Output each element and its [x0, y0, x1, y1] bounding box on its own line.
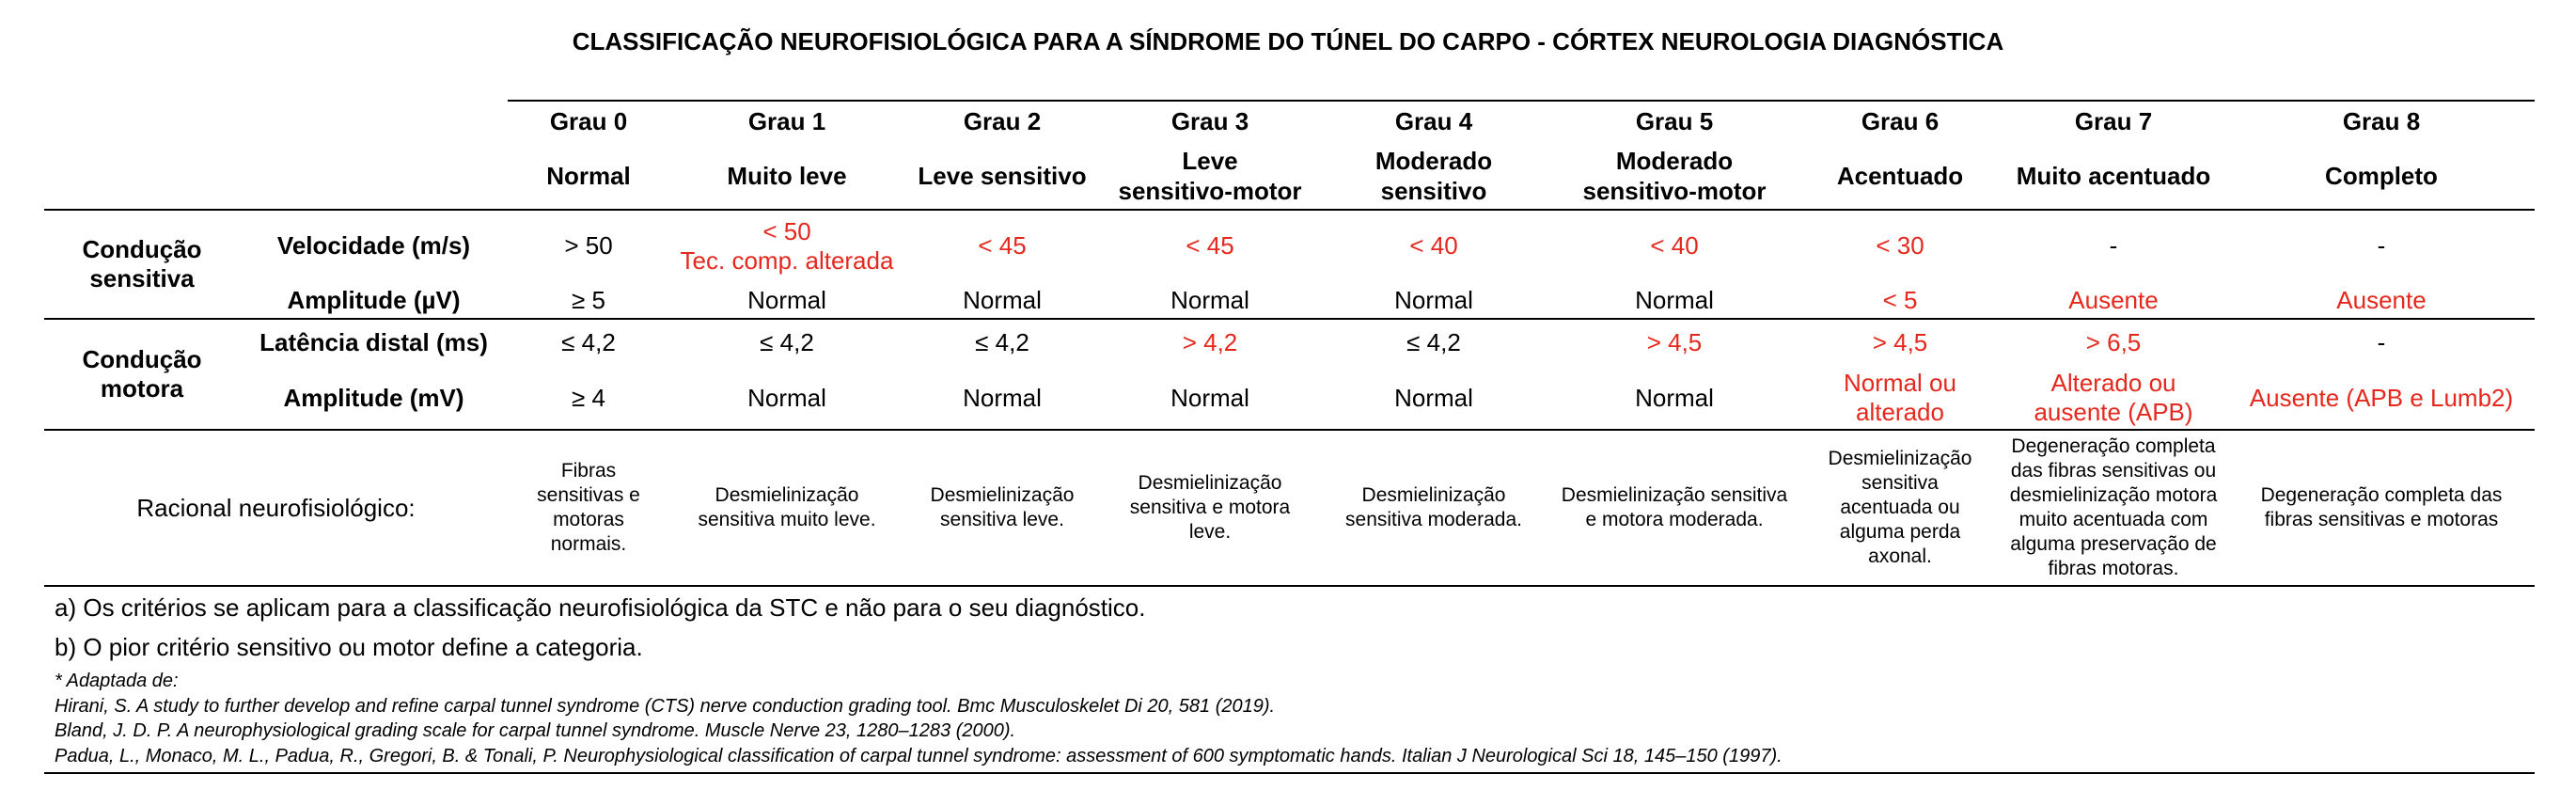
grade-name-2: Leve sensitivo	[918, 161, 1087, 190]
sensory-velocity-value: < 45	[1186, 231, 1234, 260]
notes	[55, 588, 1145, 667]
motor-amplitude-value: Normal	[1635, 383, 1714, 412]
sensory-amplitude-value: Ausente	[2068, 286, 2159, 314]
motor-latency-value: ≤ 4,2	[1406, 327, 1461, 356]
grade-name-5: Moderado sensitivo-motor	[1582, 146, 1767, 205]
grade-name-4: Moderado sensitivo	[1374, 146, 1493, 205]
sensory-amplitude-label: Amplitude (µV)	[287, 286, 461, 314]
rationale-text: Desmielinização sensitiva acentuada ou alguma perda axonal.	[1828, 448, 1972, 567]
rationale-text: Desmielinização sensitiva muito leve.	[698, 484, 876, 530]
sensory-velocity-value: -	[2377, 231, 2386, 260]
motor-amplitude-value: Normal	[1394, 383, 1473, 412]
grade-name-8: Completo	[2325, 161, 2438, 190]
grade-label-4: Grau 4	[1394, 106, 1473, 135]
rationale-text: Desmielinização sensitiva moderada.	[1345, 484, 1522, 530]
rationale-text: Degeneração completa das fibras sensitivas ou desmielinização motora muito acentuada com alguma preservação de fibras motoras.	[2009, 435, 2218, 579]
rationale-text: Fibras sensitivas e motoras normais.	[537, 460, 640, 555]
motor-amplitude-value: Normal	[963, 383, 1042, 412]
rationale-text: Desmielinização sensitiva e motora leve.	[1129, 472, 1291, 543]
motor-amplitude-value: Normal	[747, 383, 826, 412]
motor-latency-value: > 6,5	[2085, 327, 2142, 356]
sensory-velocity-value: < 45	[978, 231, 1027, 260]
motor-latency-value: ≤ 4,2	[561, 327, 616, 356]
motor-latency-value: > 4,5	[1872, 327, 1928, 356]
grade-label-2: Grau 2	[963, 106, 1042, 135]
rationale-text: Desmielinização sensitiva leve.	[930, 484, 1075, 530]
rationale-text: Degeneração completa das fibras sensitivas e motoras	[2260, 484, 2503, 530]
sensory-amplitude-value: Ausente	[2336, 286, 2427, 314]
reference-item: Padua, L., Monaco, M. L., Padua, R., Gregori, B. & Tonali, P. Neurophysiological classification of carpal tunnel syndrome: assessment of 600 symptomatic hands. Italian J Neurological Sci 18, 145–150 (1997).	[55, 745, 1783, 766]
reference-item: Bland, J. D. P. A neurophysiological grading scale for carpal tunnel syndrome. Muscle Nerve 23, 1280–1283 (2000).	[55, 720, 1016, 741]
note-a: a) Os critérios se aplicam para a classificação neurofisiológica da STC e não para o seu diagnóstico.	[55, 593, 1146, 622]
classification-table	[44, 101, 2535, 586]
sensory-amplitude-value: < 5	[1882, 286, 1918, 314]
sensory-velocity-label: Velocidade (m/s)	[276, 231, 471, 260]
motor-latency-value: ≤ 4,2	[975, 327, 1029, 356]
sensory-velocity-value: < 40	[1650, 231, 1699, 260]
footer-bottom-rule	[44, 772, 2535, 774]
grade-label-5: Grau 5	[1635, 106, 1714, 135]
sensory-velocity-value: < 40	[1409, 231, 1458, 260]
motor-group-label: Condução motora	[82, 345, 202, 403]
sensory-velocity-value: < 50 Tec. comp. alterada	[680, 216, 894, 275]
grade-name-1: Muito leve	[727, 161, 847, 190]
grade-name-0: Normal	[546, 161, 631, 190]
reference-item: Hirani, S. A study to further develop and refine carpal tunnel syndrome (CTS) nerve conduction grading tool. Bmc Musculoskelet Di 20, 581 (2019).	[55, 695, 1276, 717]
rationale-text: Desmielinização sensitiva e motora moderada.	[1561, 484, 1788, 530]
sensory-velocity-value: > 50	[564, 231, 613, 260]
note-b: b) O pior critério sensitivo ou motor define a categoria.	[55, 633, 643, 661]
references-heading: * Adaptada de:	[55, 671, 179, 691]
rationale-label: Racional neurofisiológico:	[136, 493, 416, 522]
sensory-amplitude-value: Normal	[1635, 286, 1714, 314]
sensory-velocity-value: -	[2109, 231, 2118, 260]
motor-latency-value: > 4,2	[1182, 327, 1238, 356]
motor-latency-value: -	[2377, 327, 2386, 356]
motor-amplitude-value: Normal	[1170, 383, 1249, 412]
grade-label-6: Grau 6	[1861, 106, 1940, 135]
sensory-amplitude-value: ≥ 5	[572, 286, 605, 314]
sensory-velocity-value: < 30	[1876, 231, 1924, 260]
references	[55, 669, 1783, 768]
page-title: CLASSIFICAÇÃO NEUROFISIOLÓGICA PARA A SÍNDROME DO TÚNEL DO CARPO - CÓRTEX NEUROLOGIA DIAGNÓSTICA	[572, 27, 2004, 55]
motor-amplitude-value: ≥ 4	[572, 383, 605, 412]
motor-amplitude-label: Amplitude (mV)	[283, 383, 464, 412]
grade-name-3: Leve sensitivo-motor	[1118, 146, 1302, 205]
sensory-amplitude-value: Normal	[1394, 286, 1473, 314]
motor-amplitude-value: Alterado ou ausente (APB)	[2034, 369, 2193, 426]
grade-label-8: Grau 8	[2342, 106, 2421, 135]
motor-latency-label: Latência distal (ms)	[259, 327, 488, 356]
motor-amplitude-value: Ausente (APB e Lumb2)	[2249, 383, 2514, 412]
sensory-group-label: Condução sensitiva	[82, 235, 202, 292]
motor-amplitude-value: Normal ou alterado	[1844, 369, 1956, 426]
motor-latency-value: > 4,5	[1646, 327, 1703, 356]
grade-label-3: Grau 3	[1170, 106, 1249, 135]
grade-label-1: Grau 1	[747, 106, 826, 135]
sensory-amplitude-value: Normal	[1170, 286, 1249, 314]
grade-name-7: Muito acentuado	[2016, 161, 2211, 190]
grade-label-0: Grau 0	[549, 106, 628, 135]
sensory-amplitude-value: Normal	[963, 286, 1042, 314]
grade-label-7: Grau 7	[2074, 106, 2153, 135]
grade-name-6: Acentuado	[1836, 161, 1964, 190]
motor-latency-value: ≤ 4,2	[760, 327, 814, 356]
sensory-amplitude-value: Normal	[747, 286, 826, 314]
